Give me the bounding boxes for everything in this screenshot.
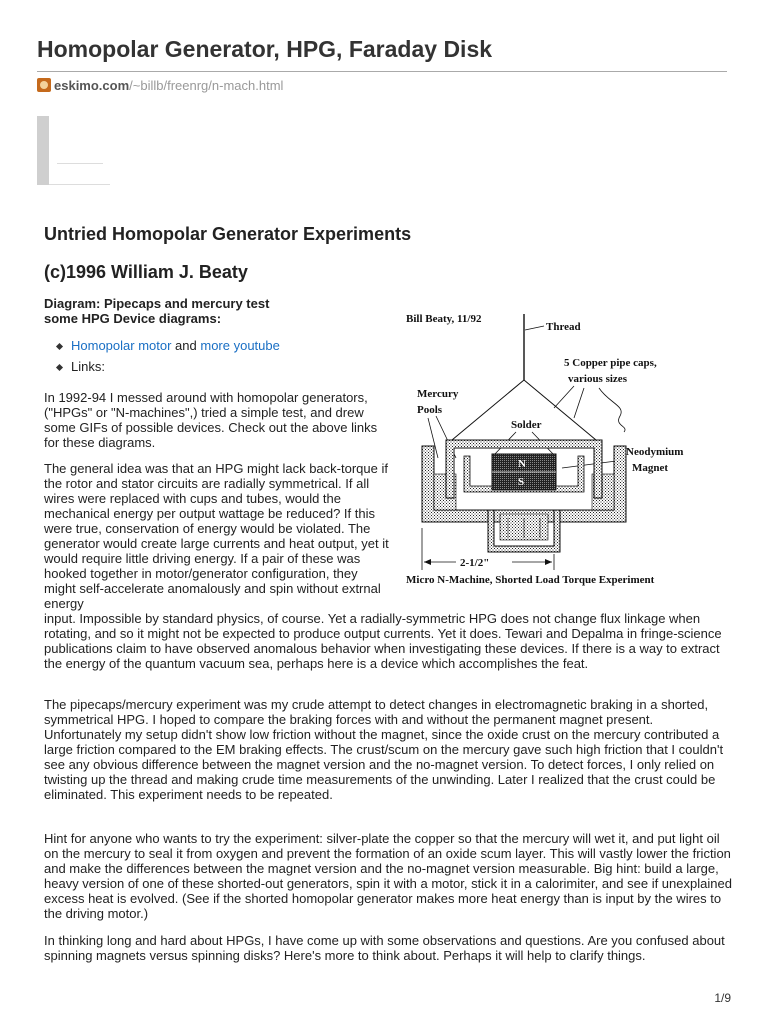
page-title: Homopolar Generator, HPG, Faraday Disk bbox=[37, 36, 493, 62]
source-line bbox=[37, 78, 283, 93]
list-item: Links: bbox=[44, 359, 280, 380]
diagram-author-label: Bill Beaty, 11/92 bbox=[406, 313, 482, 325]
list-item bbox=[44, 338, 280, 359]
paragraph-intro: In 1992-94 I messed around with homopolar generators, ("HPGs" or "N-machines",) tried a simple test, and drew some GIFs of possible devices. Check out the above links for these diagrams. bbox=[44, 390, 378, 450]
list-item-conjunction: and bbox=[171, 338, 201, 353]
page-number: 1/9 bbox=[714, 991, 731, 1005]
magnet-south-label: S bbox=[518, 476, 525, 488]
site-favicon-icon bbox=[37, 78, 51, 92]
diagram-solder-label: Solder bbox=[511, 419, 542, 431]
magnet-north-label: N bbox=[518, 458, 526, 470]
diagram-caption-line1: Diagram: Pipecaps and mercury test bbox=[44, 296, 270, 311]
paragraph-general-idea-continued: input. Impossible by standard physics, of course. Yet a radially-symmetric HPG does not change flux linkage when rotating, and so it might not be expected to produce output currents. Yet it does. Tewari and Depalma in fringe-science publications claim to have observed anomalous behavior when investigating these devices. If there is a way to extract the energy of the quantum vacuum sea, perhaps here is a device which accomplishes the feat. bbox=[44, 611, 722, 671]
paragraph-hint: Hint for anyone who wants to try the experiment: silver-plate the copper so that the mercury will wet it, and put light oil on the mercury to seal it from oxygen and prevent the formation of an oxide scum layer. This will vastly lower the friction and make the differences between the magnet version and the no-magnet version measurable. Big hint: build a large, heavy version of one of these shorted-out generators, spin it with a motor, stick it in a calorimiter, and see if unexplained excess heat is evolved. (See if the shorted homopolar generator makes more heat energy than is input by the wires to the driving motor.) bbox=[44, 831, 732, 921]
title-divider bbox=[37, 71, 727, 72]
diagram-dimension-label: 2-1/2" bbox=[460, 557, 490, 569]
paragraph-pipecaps-experiment: The pipecaps/mercury experiment was my crude attempt to detect changes in electromagnetic braking in a shorted, symmetrical HPG. I hoped to compare the braking forces with and without the permanent magnet present. Unfortunately my setup didn't show low friction without the magnet, since the oxide crust on the mercury contributed a large friction compared to the EM braking effects. The crust/scum on the mercury gave such high friction that I couldn't see any obvious difference between the magnet version and the no-magnet version. To detect forces, I only relied on twisting up the thread and making crude time measurements of the unwinding. Later I realized that the crust could be eliminated. This experiment needs to be repeated. bbox=[44, 697, 724, 802]
image-placeholder bbox=[37, 116, 110, 185]
source-path[interactable]: /~billb/freenrg/n-mach.html bbox=[129, 78, 284, 93]
links-list bbox=[44, 338, 280, 380]
n-machine-diagram bbox=[404, 308, 704, 590]
diagram-mercury-label-2: Pools bbox=[417, 404, 443, 416]
author-heading: (c)1996 William J. Beaty bbox=[44, 262, 248, 282]
source-domain[interactable]: eskimo.com bbox=[54, 78, 130, 93]
diagram-neodymium-label-2: Magnet bbox=[632, 462, 669, 474]
homopolar-motor-link[interactable]: Homopolar motor bbox=[71, 338, 172, 353]
n-machine-diagram-svg bbox=[404, 308, 704, 590]
diagram-pipecaps-label-1: 5 Copper pipe caps, bbox=[564, 357, 657, 369]
paragraph-observations: In thinking long and hard about HPGs, I have come up with some observations and questions. Are you confused about spinning magnets versus spinning disks? Here's more to think about. Perhaps it will help to clarify things. bbox=[44, 933, 725, 963]
diagram-pipecaps-label-2: various sizes bbox=[568, 373, 627, 385]
diagram-neodymium-label-1: Neodymium bbox=[626, 446, 684, 458]
paragraph-general-idea: The general idea was that an HPG might lack back-torque if the rotor and stator circuits are radially symmetrical. If all wires were replaced with cups and tubes, would the mechanical energy per output wattage be reduced? If this were true, conservation of energy would be violated. The generator would create large currents and heat output, yet it would require little driving energy. If a pair of these was hooked together in motor/generator configuration, they might self-accelerate anomalously and spin without extrnal energy bbox=[44, 461, 389, 611]
diagram-title-caption: Micro N-Machine, Shorted Load Torque Experiment bbox=[406, 574, 655, 586]
more-youtube-link[interactable]: more youtube bbox=[200, 338, 280, 353]
diagram-caption-line2: some HPG Device diagrams: bbox=[44, 311, 222, 326]
diagram-mercury-label-1: Mercury bbox=[417, 388, 459, 400]
diagram-caption bbox=[44, 296, 344, 326]
section-heading: Untried Homopolar Generator Experiments bbox=[44, 224, 412, 244]
diagram-thread-label: Thread bbox=[546, 321, 581, 333]
